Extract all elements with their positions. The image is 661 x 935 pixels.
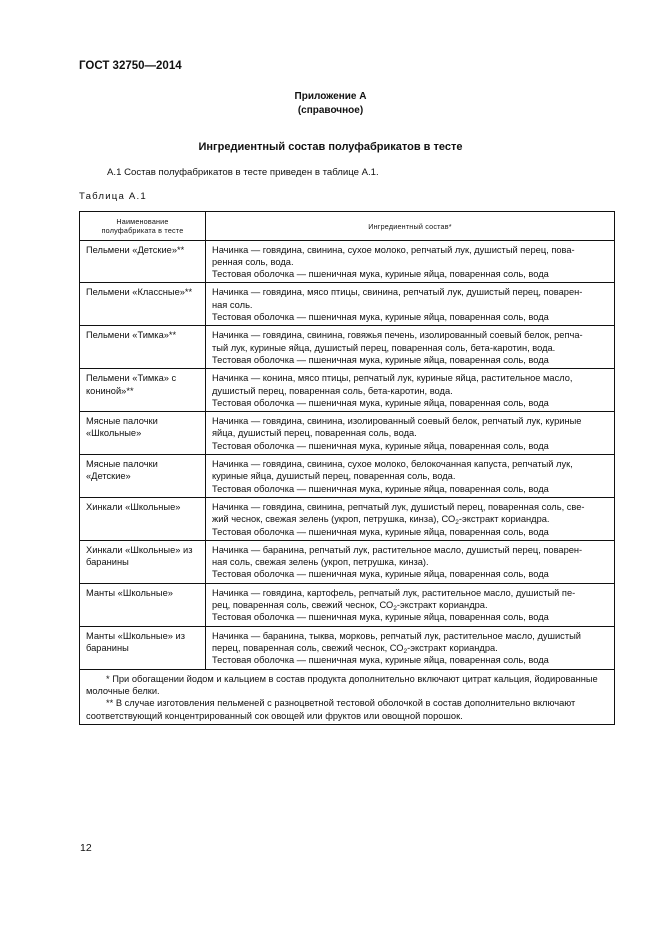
- composition-line: Начинка — баранина, репчатый лук, растительное масло, душистый перец, поварен-: [212, 544, 583, 555]
- composition-line: Начинка — говядина, свинина, репчатый лук, душистый перец, поваренная соль, све-: [212, 501, 585, 512]
- composition-line: Начинка — баранина, тыква, морковь, репчатый лук, растительное масло, душистый: [212, 630, 581, 641]
- product-name: Пельмени «Классные»**: [80, 283, 206, 326]
- composition-line: ная соль, свежая зелень (укроп, петрушка, кинза).: [212, 557, 429, 568]
- composition-line: Тестовая оболочка — пшеничная мука, куриные яйца, поваренная соль, вода: [212, 569, 549, 580]
- ingredients-table: [79, 211, 615, 725]
- composition-line: тый лук, куриные яйца, душистый перец, поваренная соль, бета-каротин, вода.: [212, 342, 556, 353]
- composition-line: Тестовая оболочка — пшеничная мука, куриные яйца, поваренная соль, вода: [212, 354, 549, 365]
- page-number: 12: [80, 842, 92, 854]
- document-code: ГОСТ 32750—2014: [79, 60, 182, 72]
- ingredient-composition: [206, 583, 615, 626]
- composition-line: рец, поваренная соль, свежий чеснок, $СО_2$-экстракт кориандра.: [212, 600, 488, 613]
- composition-line: Тестовая оболочка — пшеничная мука, куриные яйца, поваренная соль, вода: [212, 397, 549, 408]
- table-row: [80, 540, 615, 583]
- product-name: Хинкали «Школьные»: [80, 497, 206, 540]
- product-name: Мясные палочки «Школьные»: [80, 412, 206, 455]
- ingredient-composition: [206, 497, 615, 540]
- composition-line: Начинка — говядина, мясо птицы, свинина, репчатый лук, душистый перец, поварен-: [212, 287, 583, 298]
- composition-line: Тестовая оболочка — пшеничная мука, куриные яйца, поваренная соль, вода: [212, 612, 549, 623]
- footnote: ** В случае изготовления пельменей с разноцветной тестовой оболочкой в состав дополнительно включают соответствующий концентрированный сок овощей или фруктов или овощной порошок.: [86, 698, 576, 721]
- table-header-row: [80, 212, 615, 241]
- ingredient-composition: [206, 455, 615, 498]
- composition-line: Начинка — конина, мясо птицы, репчатый лук, куриные яйца, растительное масло,: [212, 373, 573, 384]
- product-name: Пельмени «Тимка»**: [80, 326, 206, 369]
- table-body: [80, 240, 615, 725]
- ingredient-composition: [206, 283, 615, 326]
- table-row: [80, 412, 615, 455]
- table-row: [80, 497, 615, 540]
- composition-line: Начинка — говядина, свинина, изолированный соевый белок, репчатый лук, куриные: [212, 416, 582, 427]
- composition-line: Тестовая оболочка — пшеничная мука, куриные яйца, поваренная соль, вода: [212, 440, 549, 451]
- header-product-name: Наименование полуфабриката в тесте: [80, 212, 206, 241]
- composition-line: жий чеснок, свежая зелень (укроп, петрушка, кинза), $СО_2$-экстракт кориандра.: [212, 514, 550, 527]
- ingredient-composition: [206, 326, 615, 369]
- composition-line: душистый перец, поваренная соль, бета-каротин, вода.: [212, 385, 453, 396]
- product-name: Манты «Школьные» из баранины: [80, 626, 206, 669]
- product-name: Манты «Школьные»: [80, 583, 206, 626]
- composition-line: куриные яйца, душистый перец, поваренная соль, вода.: [212, 471, 456, 482]
- composition-line: ная соль.: [212, 299, 253, 310]
- composition-line: Начинка — говядина, свинина, сухое молоко, белокочанная капуста, репчатый лук,: [212, 459, 573, 470]
- table-row: [80, 626, 615, 669]
- product-name: Пельмени «Тимка» с кониной»**: [80, 369, 206, 412]
- composition-line: яйца, душистый перец, поваренная соль, вода.: [212, 428, 417, 439]
- appendix-subtitle: (справочное): [297, 105, 364, 116]
- table-notes: [80, 669, 615, 725]
- composition-line: Начинка — говядина, свинина, говяжья печень, изолированный соевый белок, репча-: [212, 330, 583, 341]
- table-row: [80, 369, 615, 412]
- table-row: [80, 583, 615, 626]
- ingredient-composition: [206, 626, 615, 669]
- table-row: [80, 455, 615, 498]
- appendix-heading: [0, 90, 661, 118]
- composition-line: Начинка — говядина, свинина, сухое молоко, репчатый лук, душистый перец, пова-: [212, 244, 575, 255]
- composition-line: Тестовая оболочка — пшеничная мука, куриные яйца, поваренная соль, вода: [212, 526, 549, 537]
- ingredient-composition: [206, 369, 615, 412]
- appendix-title: Приложение А: [294, 91, 367, 102]
- ingredient-composition: [206, 412, 615, 455]
- footnote: * При обогащении йодом и кальцием в состав продукта дополнительно включают цитрат кальция, йодированные молочные белки.: [86, 673, 598, 696]
- ingredient-composition: [206, 240, 615, 283]
- product-name: Пельмени «Детские»**: [80, 240, 206, 283]
- section-title: Ингредиентный состав полуфабрикатов в тесте: [198, 141, 463, 153]
- table-row: [80, 283, 615, 326]
- header-ingredients: Ингредиентный состав*: [206, 212, 615, 241]
- product-name: Мясные палочки «Детские»: [80, 455, 206, 498]
- intro-paragraph: А.1 Состав полуфабрикатов в тесте приведен в таблице А.1.: [107, 167, 379, 178]
- table-notes-row: [80, 669, 615, 725]
- composition-line: Начинка — говядина, картофель, репчатый лук, растительное масло, душистый пе-: [212, 587, 576, 598]
- composition-line: перец, поваренная соль, свежий чеснок, $СО_2$-экстракт кориандра.: [212, 642, 498, 655]
- composition-line: Тестовая оболочка — пшеничная мука, куриные яйца, поваренная соль, вода: [212, 655, 549, 666]
- composition-line: Тестовая оболочка — пшеничная мука, куриные яйца, поваренная соль, вода: [212, 269, 549, 280]
- table-row: [80, 326, 615, 369]
- table-row: [80, 240, 615, 283]
- table-caption: Таблица А.1: [79, 191, 147, 202]
- composition-line: Тестовая оболочка — пшеничная мука, куриные яйца, поваренная соль, вода: [212, 483, 549, 494]
- composition-line: ренная соль, вода.: [212, 256, 294, 267]
- product-name: Хинкали «Школьные» из баранины: [80, 540, 206, 583]
- ingredient-composition: [206, 540, 615, 583]
- composition-line: Тестовая оболочка — пшеничная мука, куриные яйца, поваренная соль, вода: [212, 312, 549, 323]
